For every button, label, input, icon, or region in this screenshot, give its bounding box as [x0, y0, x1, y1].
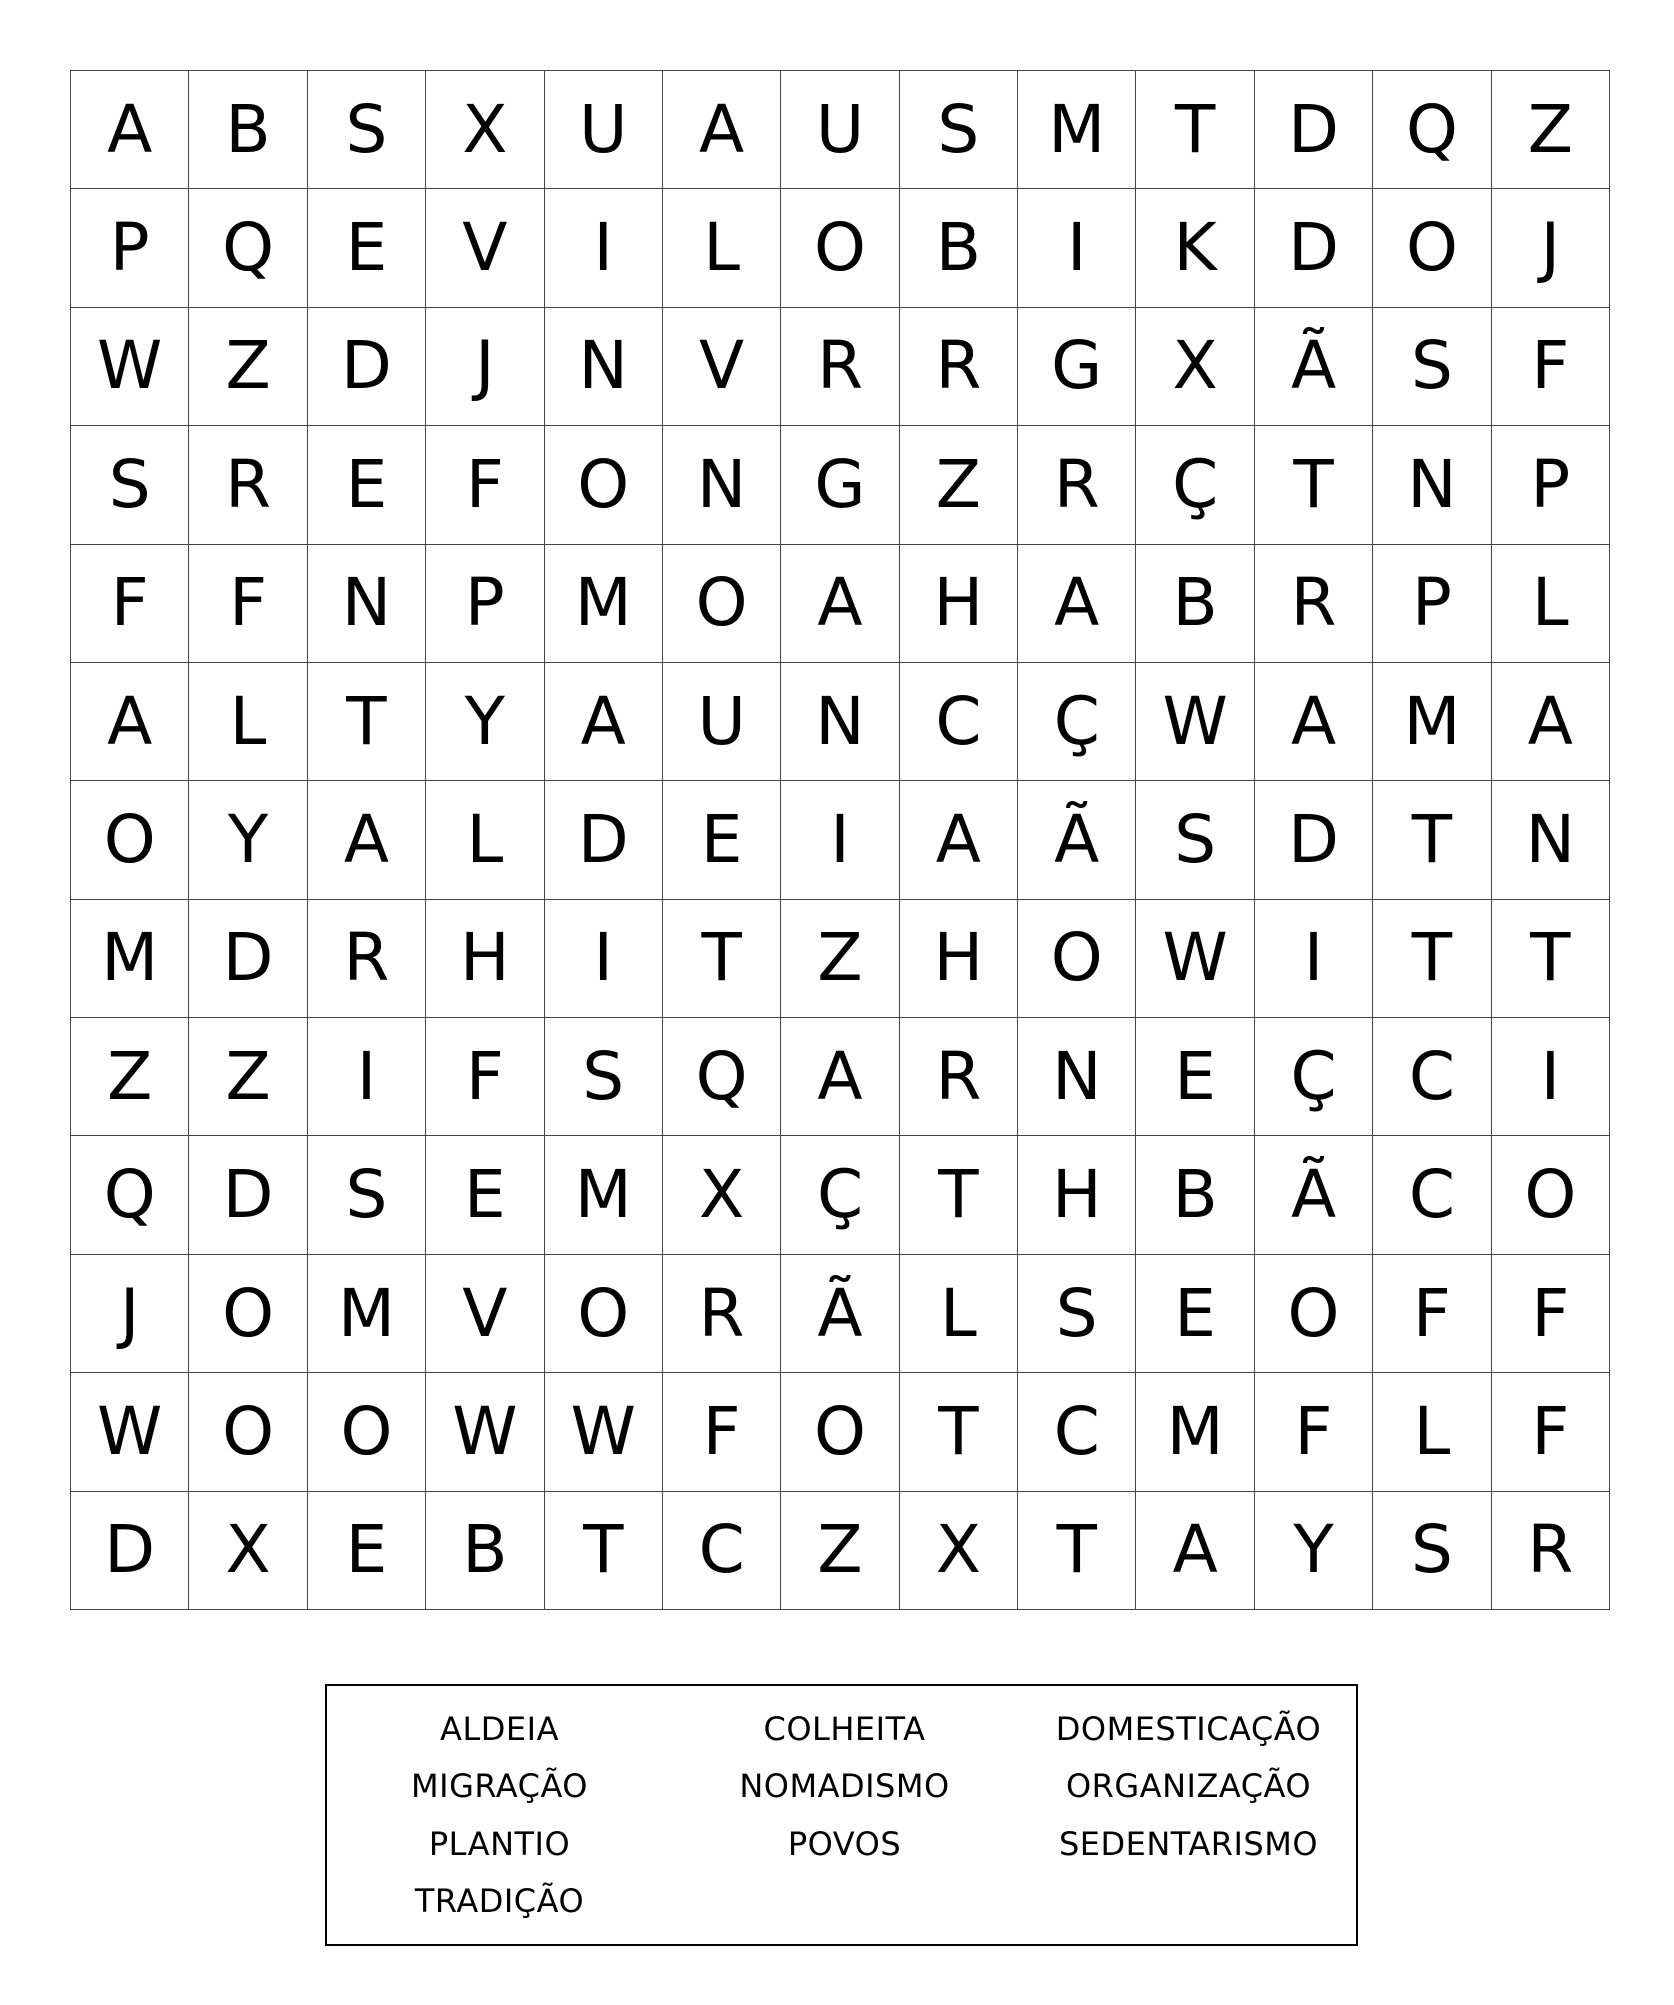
grid-cell[interactable]: V: [663, 308, 781, 426]
grid-cell[interactable]: Ã: [1018, 781, 1136, 899]
grid-cell[interactable]: D: [71, 1492, 189, 1610]
grid-cell[interactable]: T: [1018, 1492, 1136, 1610]
grid-cell[interactable]: G: [781, 426, 899, 544]
grid-cell[interactable]: C: [900, 663, 1018, 781]
grid-cell[interactable]: O: [189, 1255, 307, 1373]
grid-cell[interactable]: N: [663, 426, 781, 544]
grid-cell[interactable]: A: [308, 781, 426, 899]
grid-cell[interactable]: Ã: [781, 1255, 899, 1373]
grid-cell[interactable]: A: [1018, 545, 1136, 663]
grid-cell[interactable]: S: [1018, 1255, 1136, 1373]
grid-cell[interactable]: D: [189, 1136, 307, 1254]
grid-cell[interactable]: P: [1373, 545, 1491, 663]
word-list-item: [672, 1873, 1017, 1931]
grid-cell[interactable]: Z: [781, 1492, 899, 1610]
grid-cell[interactable]: N: [781, 663, 899, 781]
grid-cell[interactable]: K: [1136, 189, 1254, 307]
grid-cell[interactable]: B: [1136, 1136, 1254, 1254]
grid-cell[interactable]: X: [426, 71, 544, 189]
grid-cell[interactable]: S: [308, 1136, 426, 1254]
grid-cell[interactable]: Z: [1492, 71, 1610, 189]
grid-cell[interactable]: R: [1018, 426, 1136, 544]
grid-cell[interactable]: S: [545, 1018, 663, 1136]
grid-cell[interactable]: A: [1136, 1492, 1254, 1610]
grid-cell[interactable]: F: [663, 1373, 781, 1491]
word-list-item: NOMADISMO: [739, 1767, 950, 1806]
grid-cell[interactable]: L: [1373, 1373, 1491, 1491]
grid-cell[interactable]: E: [426, 1136, 544, 1254]
grid-cell[interactable]: A: [1492, 663, 1610, 781]
grid-cell[interactable]: T: [1255, 426, 1373, 544]
grid-cell[interactable]: I: [545, 900, 663, 1018]
grid-cell[interactable]: W: [1136, 663, 1254, 781]
grid-cell[interactable]: R: [900, 1018, 1018, 1136]
word-list-item: SEDENTARISMO: [1058, 1824, 1319, 1863]
grid-cell[interactable]: F: [1373, 1255, 1491, 1373]
grid-cell[interactable]: U: [781, 71, 899, 189]
grid-cell[interactable]: U: [545, 71, 663, 189]
grid-cell[interactable]: A: [663, 71, 781, 189]
grid-cell[interactable]: M: [71, 900, 189, 1018]
grid-cell[interactable]: C: [1373, 1136, 1491, 1254]
grid-cell[interactable]: I: [1255, 900, 1373, 1018]
grid-cell[interactable]: D: [189, 900, 307, 1018]
grid-cell[interactable]: M: [308, 1255, 426, 1373]
grid-cell[interactable]: Y: [189, 781, 307, 899]
grid-cell[interactable]: Ç: [1136, 426, 1254, 544]
word-list-item: [1017, 1873, 1360, 1931]
grid-cell[interactable]: T: [1373, 900, 1491, 1018]
grid-cell[interactable]: P: [71, 189, 189, 307]
grid-cell[interactable]: F: [1492, 1255, 1610, 1373]
grid-cell[interactable]: A: [900, 781, 1018, 899]
grid-cell[interactable]: M: [1373, 663, 1491, 781]
grid-cell[interactable]: O: [1373, 189, 1491, 307]
grid-cell[interactable]: R: [1255, 545, 1373, 663]
grid-cell[interactable]: M: [545, 1136, 663, 1254]
grid-cell[interactable]: Ã: [1255, 1136, 1373, 1254]
grid-cell[interactable]: F: [426, 426, 544, 544]
grid-cell[interactable]: O: [1255, 1255, 1373, 1373]
grid-cell[interactable]: S: [900, 71, 1018, 189]
grid-cell[interactable]: I: [1492, 1018, 1610, 1136]
grid-cell[interactable]: O: [71, 781, 189, 899]
word-list-item: COLHEITA: [763, 1709, 926, 1748]
grid-cell[interactable]: H: [900, 545, 1018, 663]
grid-cell[interactable]: R: [1492, 1492, 1610, 1610]
grid-cell[interactable]: W: [1136, 900, 1254, 1018]
grid-cell[interactable]: L: [189, 663, 307, 781]
grid-cell[interactable]: A: [71, 71, 189, 189]
grid-cell[interactable]: S: [1373, 1492, 1491, 1610]
grid-cell[interactable]: L: [663, 189, 781, 307]
grid-cell[interactable]: R: [781, 308, 899, 426]
grid-cell[interactable]: Z: [189, 1018, 307, 1136]
grid-cell[interactable]: J: [71, 1255, 189, 1373]
grid-cell[interactable]: C: [663, 1492, 781, 1610]
grid-cell[interactable]: C: [1018, 1373, 1136, 1491]
grid-cell[interactable]: E: [1136, 1018, 1254, 1136]
word-search-grid: [70, 70, 1610, 1610]
grid-cell[interactable]: N: [1018, 1018, 1136, 1136]
grid-cell[interactable]: R: [189, 426, 307, 544]
grid-cell[interactable]: O: [781, 1373, 899, 1491]
grid-cell[interactable]: D: [1255, 781, 1373, 899]
grid-cell[interactable]: O: [189, 1373, 307, 1491]
word-list: [325, 1684, 1358, 1946]
grid-cell[interactable]: A: [781, 1018, 899, 1136]
grid-cell[interactable]: Q: [663, 1018, 781, 1136]
grid-cell[interactable]: O: [1018, 900, 1136, 1018]
grid-cell[interactable]: I: [545, 189, 663, 307]
grid-cell[interactable]: V: [426, 189, 544, 307]
grid-cell[interactable]: I: [308, 1018, 426, 1136]
grid-cell[interactable]: T: [1492, 900, 1610, 1018]
grid-cell[interactable]: W: [426, 1373, 544, 1491]
word-list-item: POVOS: [787, 1824, 902, 1863]
grid-cell[interactable]: O: [308, 1373, 426, 1491]
word-list-item: PLANTIO: [428, 1824, 571, 1863]
grid-cell[interactable]: J: [1492, 189, 1610, 307]
word-list-item: DOMESTICAÇÃO: [1055, 1709, 1322, 1748]
grid-cell[interactable]: W: [71, 1373, 189, 1491]
grid-cell[interactable]: L: [1492, 545, 1610, 663]
grid-cell[interactable]: X: [189, 1492, 307, 1610]
grid-cell[interactable]: S: [308, 71, 426, 189]
word-list-item: ALDEIA: [440, 1709, 559, 1748]
grid-cell[interactable]: Q: [1373, 71, 1491, 189]
grid-cell[interactable]: T: [1373, 781, 1491, 899]
grid-cell[interactable]: O: [1492, 1136, 1610, 1254]
grid-cell[interactable]: A: [71, 663, 189, 781]
grid-cell[interactable]: J: [426, 308, 544, 426]
grid-cell[interactable]: E: [1136, 1255, 1254, 1373]
grid-cell[interactable]: E: [308, 1492, 426, 1610]
grid-cell[interactable]: G: [1018, 308, 1136, 426]
grid-cell[interactable]: B: [189, 71, 307, 189]
grid-cell[interactable]: M: [545, 545, 663, 663]
grid-cell[interactable]: S: [71, 426, 189, 544]
grid-cell[interactable]: I: [781, 781, 899, 899]
grid-cell[interactable]: T: [900, 1136, 1018, 1254]
grid-cell[interactable]: Ç: [1255, 1018, 1373, 1136]
grid-cell[interactable]: M: [1136, 1373, 1254, 1491]
grid-cell[interactable]: O: [545, 1255, 663, 1373]
grid-cell[interactable]: Z: [71, 1018, 189, 1136]
grid-cell[interactable]: L: [426, 781, 544, 899]
grid-cell[interactable]: N: [308, 545, 426, 663]
grid-cell[interactable]: A: [545, 663, 663, 781]
grid-cell[interactable]: N: [545, 308, 663, 426]
grid-cell[interactable]: D: [308, 308, 426, 426]
grid-cell[interactable]: F: [426, 1018, 544, 1136]
grid-cell[interactable]: E: [308, 426, 426, 544]
grid-cell[interactable]: B: [1136, 545, 1254, 663]
grid-cell[interactable]: T: [545, 1492, 663, 1610]
grid-cell[interactable]: O: [781, 189, 899, 307]
grid-cell[interactable]: R: [308, 900, 426, 1018]
grid-cell[interactable]: H: [900, 900, 1018, 1018]
grid-cell[interactable]: T: [900, 1373, 1018, 1491]
grid-cell[interactable]: S: [1373, 308, 1491, 426]
grid-cell[interactable]: Y: [1255, 1492, 1373, 1610]
grid-cell[interactable]: F: [1492, 1373, 1610, 1491]
grid-cell[interactable]: X: [663, 1136, 781, 1254]
grid-cell[interactable]: N: [1492, 781, 1610, 899]
grid-cell[interactable]: A: [1255, 663, 1373, 781]
grid-cell[interactable]: M: [1018, 71, 1136, 189]
word-list-item: MIGRAÇÃO: [411, 1767, 588, 1806]
grid-cell[interactable]: N: [1373, 426, 1491, 544]
grid-cell[interactable]: D: [1255, 71, 1373, 189]
grid-cell[interactable]: I: [1018, 189, 1136, 307]
grid-cell[interactable]: L: [900, 1255, 1018, 1373]
grid-cell[interactable]: Ç: [1018, 663, 1136, 781]
word-list-item: TRADIÇÃO: [414, 1882, 585, 1921]
grid-cell[interactable]: B: [900, 189, 1018, 307]
grid-cell[interactable]: R: [900, 308, 1018, 426]
grid-cell[interactable]: H: [1018, 1136, 1136, 1254]
grid-cell[interactable]: X: [1136, 308, 1254, 426]
grid-cell[interactable]: P: [1492, 426, 1610, 544]
grid-cell[interactable]: O: [663, 545, 781, 663]
grid-cell[interactable]: T: [663, 900, 781, 1018]
grid-cell[interactable]: H: [426, 900, 544, 1018]
grid-cell[interactable]: V: [426, 1255, 544, 1373]
grid-cell[interactable]: Z: [781, 900, 899, 1018]
grid-cell[interactable]: F: [1492, 308, 1610, 426]
grid-cell[interactable]: U: [663, 663, 781, 781]
grid-cell[interactable]: A: [781, 545, 899, 663]
grid-cell[interactable]: D: [545, 781, 663, 899]
grid-cell[interactable]: Ç: [781, 1136, 899, 1254]
grid-cell[interactable]: C: [1373, 1018, 1491, 1136]
grid-cell[interactable]: Q: [189, 189, 307, 307]
grid-cell[interactable]: S: [1136, 781, 1254, 899]
grid-cell[interactable]: F: [1255, 1373, 1373, 1491]
grid-cell[interactable]: P: [426, 545, 544, 663]
grid-cell[interactable]: E: [308, 189, 426, 307]
grid-cell[interactable]: F: [71, 545, 189, 663]
grid-cell[interactable]: Q: [71, 1136, 189, 1254]
grid-cell[interactable]: Z: [900, 426, 1018, 544]
grid-cell[interactable]: R: [663, 1255, 781, 1373]
grid-cell[interactable]: T: [308, 663, 426, 781]
grid-cell[interactable]: W: [71, 308, 189, 426]
grid-cell[interactable]: Z: [189, 308, 307, 426]
grid-cell[interactable]: F: [189, 545, 307, 663]
grid-cell[interactable]: O: [545, 426, 663, 544]
grid-cell[interactable]: W: [545, 1373, 663, 1491]
grid-cell[interactable]: E: [663, 781, 781, 899]
grid-cell[interactable]: T: [1136, 71, 1254, 189]
grid-cell[interactable]: X: [900, 1492, 1018, 1610]
word-list-item: ORGANIZAÇÃO: [1065, 1767, 1312, 1806]
grid-cell[interactable]: Y: [426, 663, 544, 781]
grid-cell[interactable]: D: [1255, 189, 1373, 307]
grid-cell[interactable]: B: [426, 1492, 544, 1610]
grid-cell[interactable]: Ã: [1255, 308, 1373, 426]
